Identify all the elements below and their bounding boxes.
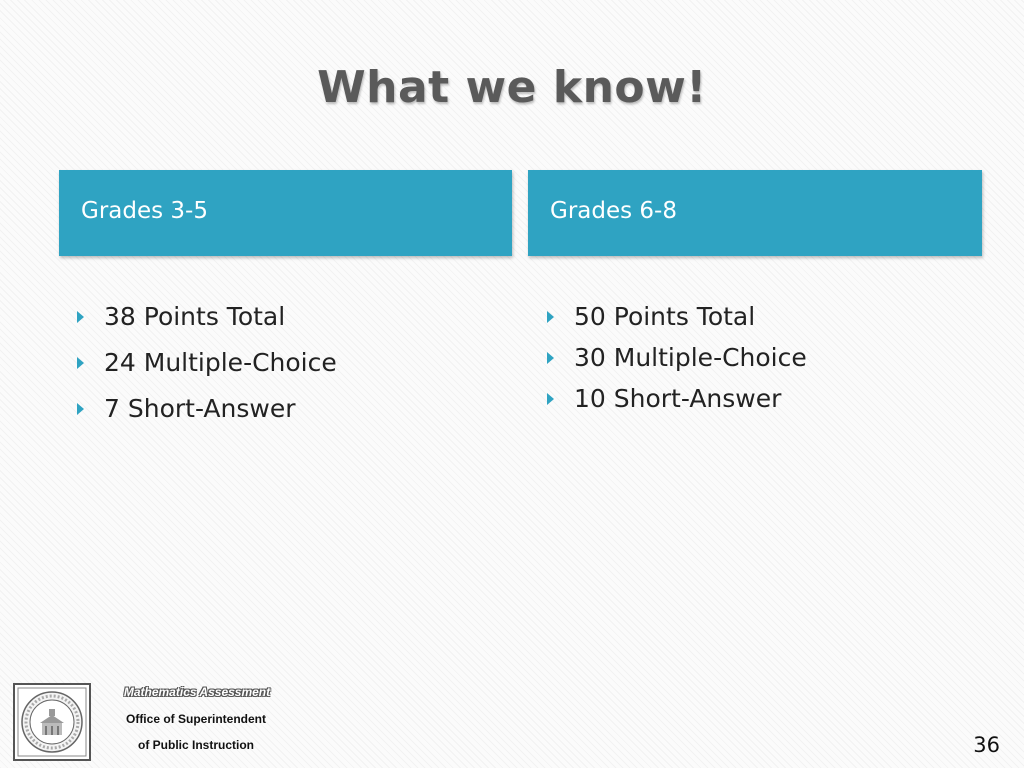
list-item	[544, 300, 807, 341]
list-item-text: 24 Multiple-Choice	[104, 348, 337, 377]
list-item-text: 10 Short-Answer	[574, 384, 782, 413]
bullet-list-grades-6-8	[544, 300, 807, 423]
column-header-grades-6-8	[528, 170, 982, 256]
arrow-bullet-icon	[77, 403, 84, 415]
column-header-label: Grades 6-8	[550, 198, 677, 224]
list-item	[544, 341, 807, 382]
arrow-bullet-icon	[77, 357, 84, 369]
list-item-text: 38 Points Total	[104, 302, 286, 331]
arrow-bullet-icon	[547, 352, 554, 364]
list-item-text: 7 Short-Answer	[104, 394, 296, 423]
state-seal-icon	[13, 683, 91, 761]
footer-office-line1: Office of Superintendent	[125, 712, 266, 726]
footer-brand: Mathematics Assessment	[123, 685, 271, 699]
column-header-grades-3-5	[59, 170, 512, 256]
arrow-bullet-icon	[547, 311, 554, 323]
slide-title: What we know!	[317, 62, 707, 113]
page-number: 36	[973, 733, 1000, 757]
arrow-bullet-icon	[77, 311, 84, 323]
list-item-text: 50 Points Total	[574, 302, 756, 331]
bullet-list-grades-3-5	[74, 300, 337, 438]
footer-office-line2: of Public Instruction	[138, 738, 254, 752]
arrow-bullet-icon	[547, 393, 554, 405]
list-item	[544, 382, 807, 423]
list-item	[74, 346, 337, 392]
list-item	[74, 392, 337, 438]
list-item-text: 30 Multiple-Choice	[574, 343, 807, 372]
column-header-label: Grades 3-5	[81, 198, 208, 224]
list-item	[74, 300, 337, 346]
